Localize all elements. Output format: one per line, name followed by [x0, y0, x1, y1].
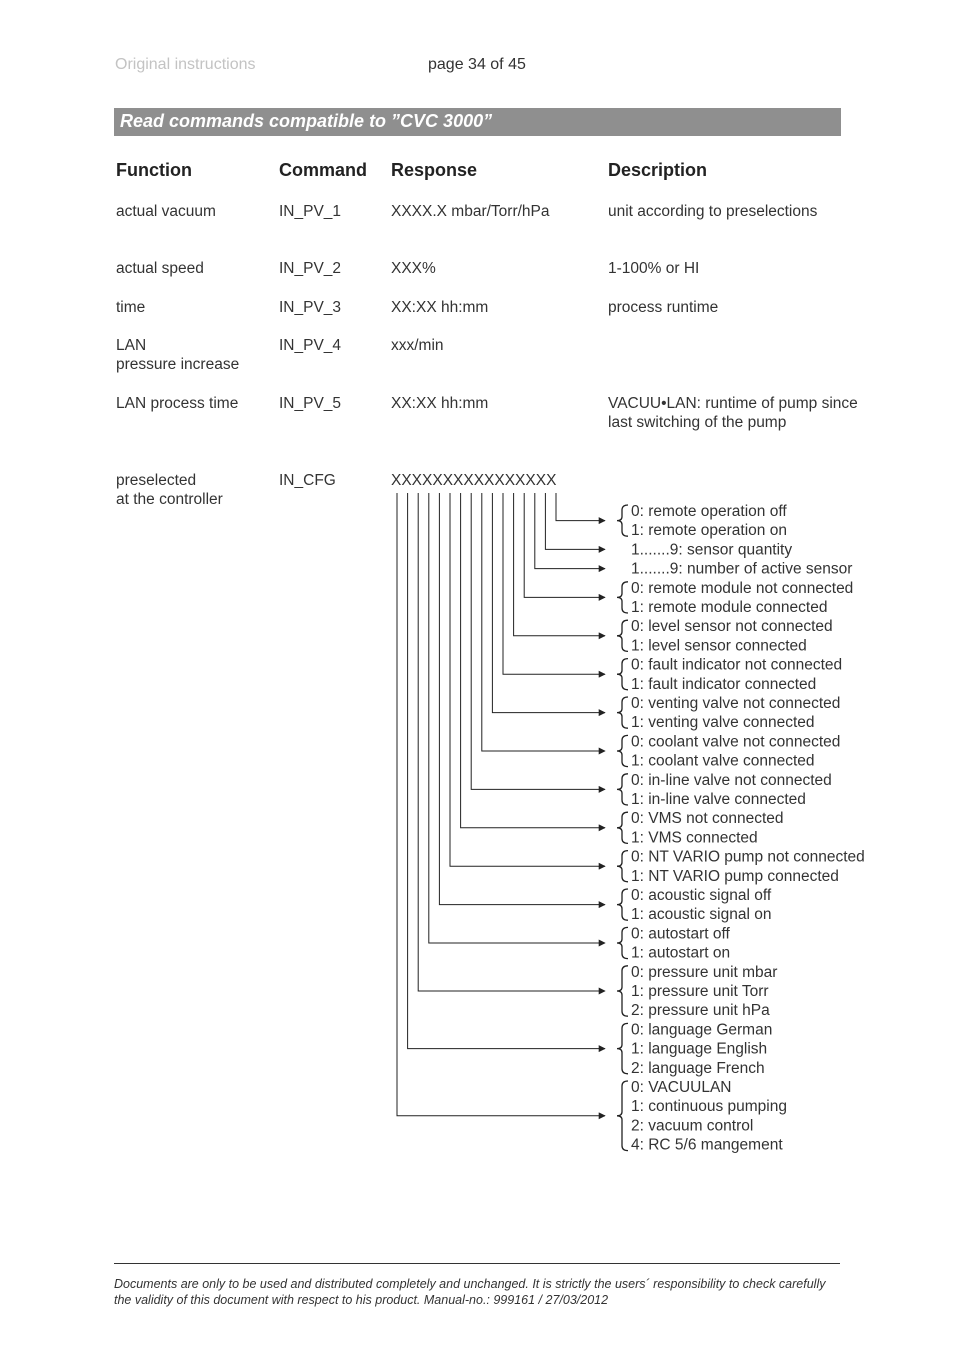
config-option-label: 2: vacuum control [631, 1117, 754, 1135]
config-option-label: 0: fault indicator not connected [631, 656, 843, 674]
row-lan-pressure-function-line2: pressure increase [116, 356, 240, 373]
row-actual-speed-description: 1-100% or HI [608, 260, 700, 277]
config-option-label: 1: venting valve connected [631, 714, 815, 732]
brace-mark [617, 505, 628, 536]
config-option-label: 1: continuous pumping [631, 1098, 787, 1116]
row-actual-speed-command: IN_PV_2 [279, 260, 342, 277]
row-actual-vacuum-response: XXXX.X mbar/Torr/hPa [391, 203, 550, 220]
config-option-label: 1: autostart on [631, 944, 731, 962]
connector-arrow [514, 493, 605, 636]
column-header-function: Function [116, 160, 192, 180]
config-option-label: 1: language English [631, 1040, 768, 1058]
config-option-label: 0: acoustic signal off [631, 887, 772, 904]
row-actual-vacuum-function: actual vacuum [116, 203, 216, 220]
config-option-label: 0: in-line valve not connected [631, 771, 832, 789]
config-option-label: 0: language German [631, 1021, 773, 1039]
brace-group [617, 505, 628, 1151]
config-option-label: 0: VMS not connected [631, 810, 784, 828]
brace-mark [617, 1023, 628, 1073]
config-option-label: 0: level sensor not connected [631, 618, 833, 636]
config-option-label: 1: coolant valve connected [631, 752, 815, 770]
config-option-label: 1: NT VARIO pump connected [631, 867, 839, 885]
config-option-label: 0: VACUULAN [631, 1079, 732, 1096]
config-option-label: 1.......9: sensor quantity [631, 541, 793, 559]
document-origin-label: Original instructions [115, 56, 256, 73]
row-lan-process-time-description-line1: VACUU•LAN: runtime of pump since [608, 395, 858, 412]
row-lan-process-time-response: XX:XX hh:mm [391, 395, 489, 412]
row-time-function: time [116, 299, 146, 316]
column-header-command: Command [279, 160, 368, 180]
row-time-command: IN_PV_3 [279, 299, 342, 316]
brace-mark [617, 774, 628, 805]
row-actual-speed-function: actual speed [116, 260, 204, 277]
row-actual-vacuum-description: unit according to preselections [608, 203, 818, 220]
config-option-label: 0: autostart off [631, 925, 730, 943]
config-option-labels [631, 503, 865, 1154]
config-option-label: 0: pressure unit mbar [631, 963, 778, 981]
connector-arrow [439, 493, 605, 905]
row-preselected-function-line2: at the controller [116, 491, 223, 508]
row-lan-pressure-response: xxx/min [391, 337, 444, 354]
footer-line-2: the validity of this document with respect to his product. Manual-no.: 999161 / 27/03/2012 [114, 1293, 609, 1307]
footer-line-1: Documents are only to be used and distributed completely and unchanged. It is strictly the users´ responsibility to check carefully [114, 1277, 826, 1291]
row-actual-vacuum-command: IN_PV_1 [279, 203, 342, 220]
row-lan-process-time-description-line2: last switching of the pump [608, 414, 787, 431]
footer-disclaimer [114, 1276, 854, 1308]
brace-mark [617, 889, 628, 920]
config-option-label: 0: coolant valve not connected [631, 733, 841, 751]
config-option-label: 0: remote operation off [631, 503, 787, 520]
column-header-response: Response [391, 160, 478, 180]
config-option-label: 1: remote operation on [631, 522, 787, 540]
config-option-label: 1: in-line valve connected [631, 791, 806, 808]
connector-arrow [524, 493, 605, 597]
config-option-label: 2: language French [631, 1059, 765, 1077]
page-number: page 34 of 45 [428, 56, 526, 73]
brace-mark [617, 851, 628, 882]
config-option-label: 1.......9: number of active sensor [631, 560, 853, 578]
connector-lines [397, 493, 605, 1116]
brace-mark [617, 582, 628, 613]
section-title: Read commands compatible to ”CVC 3000” [120, 111, 493, 131]
connector-arrow [408, 493, 605, 1049]
connector-arrow [418, 493, 605, 991]
row-lan-pressure-command: IN_PV_4 [279, 337, 342, 354]
brace-mark [617, 966, 628, 1016]
row-preselected-response: XXXXXXXXXXXXXXXX [391, 472, 557, 489]
config-option-label: 0: venting valve not connected [631, 695, 841, 712]
row-time-description: process runtime [608, 299, 719, 316]
brace-mark [617, 812, 628, 843]
config-option-label: 1: level sensor connected [631, 637, 807, 655]
connector-arrow [471, 493, 605, 789]
config-option-label: 1: fault indicator connected [631, 675, 817, 693]
config-option-label: 2: pressure unit hPa [631, 1002, 770, 1020]
brace-mark [617, 659, 628, 690]
config-option-label: 1: remote module connected [631, 599, 828, 616]
brace-mark [617, 1081, 628, 1151]
row-time-response: XX:XX hh:mm [391, 299, 489, 316]
config-option-label: 0: NT VARIO pump not connected [631, 848, 865, 866]
row-preselected-function-line1: preselected [116, 472, 197, 489]
config-option-label: 1: pressure unit Torr [631, 983, 769, 1000]
footer-divider [114, 1263, 840, 1264]
connector-arrow [397, 493, 605, 1116]
brace-mark [617, 697, 628, 728]
connector-arrow [545, 493, 605, 549]
row-lan-pressure-function-line1: LAN [116, 337, 147, 354]
brace-mark [617, 620, 628, 651]
connector-arrow [556, 493, 605, 521]
row-lan-process-time-command: IN_PV_5 [279, 395, 342, 412]
row-preselected-command: IN_CFG [279, 472, 336, 489]
column-header-description: Description [608, 160, 708, 180]
row-actual-speed-response: XXX% [391, 260, 436, 277]
row-lan-process-time-function: LAN process time [116, 395, 239, 412]
connector-arrow [492, 493, 605, 713]
config-option-label: 1: VMS connected [631, 829, 758, 847]
brace-mark [617, 735, 628, 766]
config-option-label: 1: acoustic signal on [631, 906, 772, 924]
config-option-label: 0: remote module not connected [631, 579, 854, 597]
brace-mark [617, 927, 628, 958]
connector-arrow [429, 493, 605, 943]
config-option-label: 4: RC 5/6 mangement [631, 1136, 783, 1154]
